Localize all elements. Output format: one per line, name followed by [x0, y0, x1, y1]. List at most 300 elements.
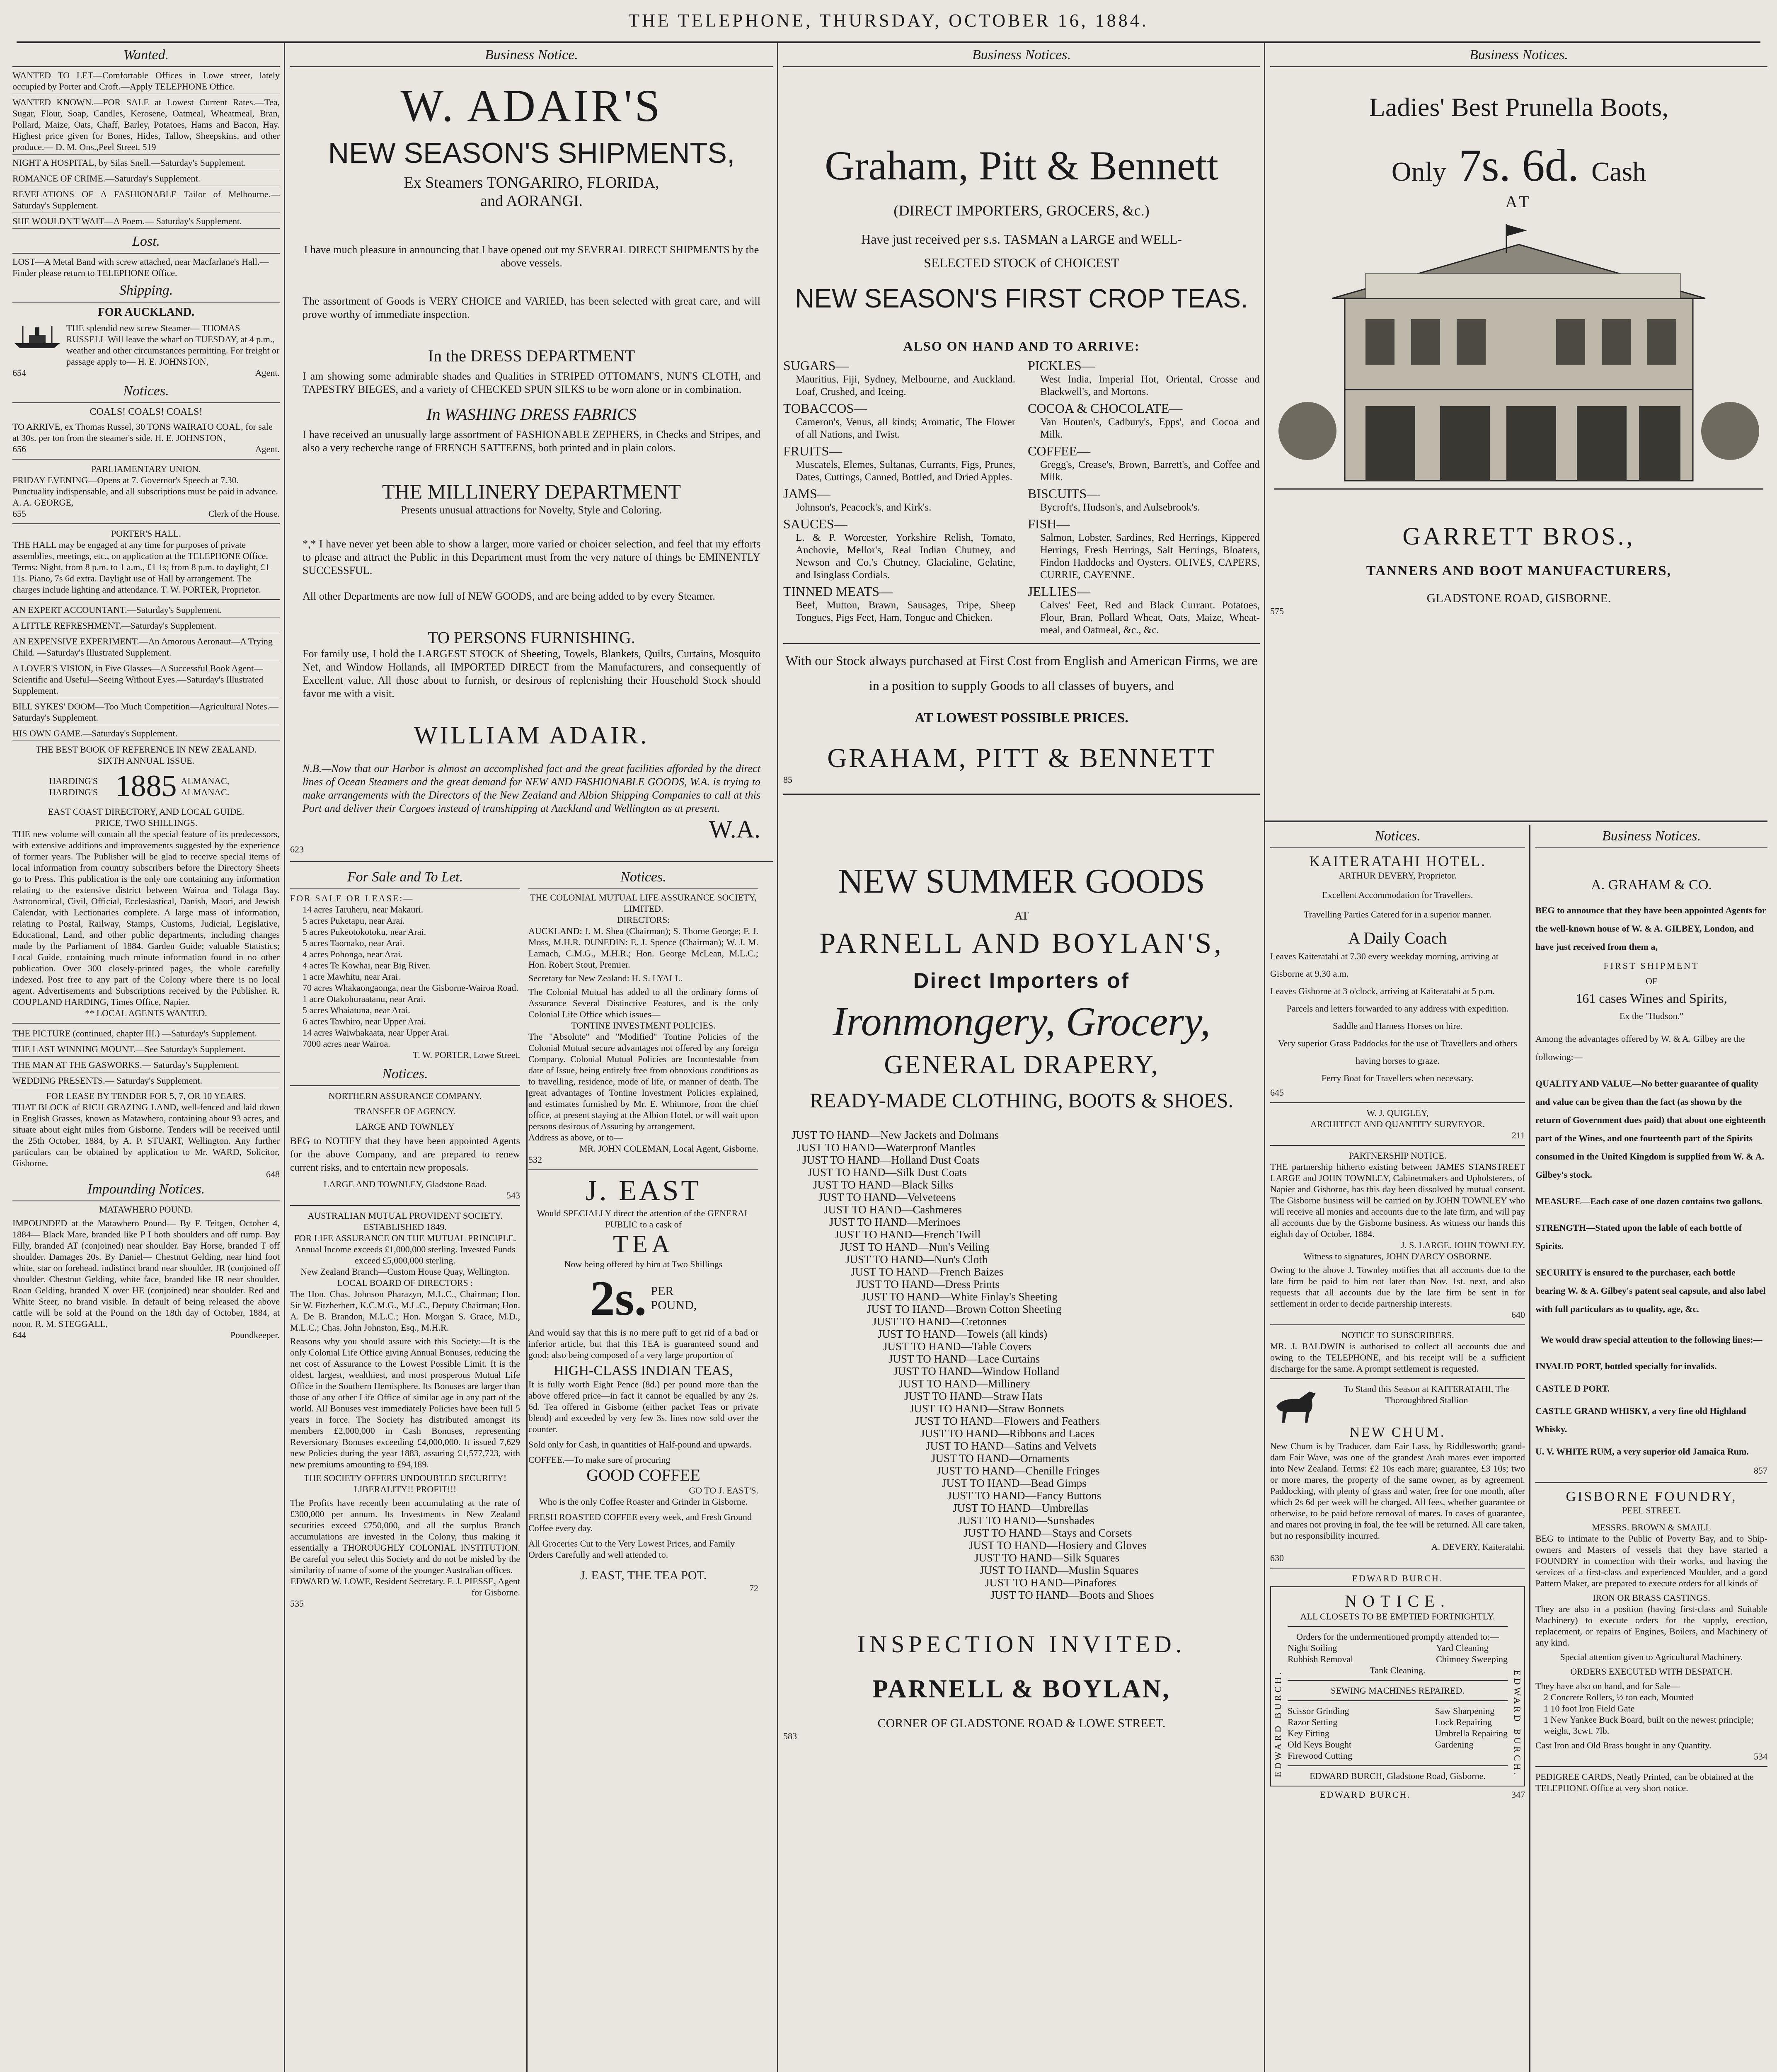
just-to-hand-item: JUST TO HAND—French Twill — [835, 1228, 981, 1241]
gpb-signature: GRAHAM, PITT & BENNETT — [827, 743, 1216, 773]
quigley-title: ARCHITECT AND QUANTITY SURVEYOR. — [1310, 1119, 1485, 1129]
sale-intro: FOR SALE OR LEASE:— — [290, 893, 414, 903]
grocery-heading: FRUITS— — [783, 443, 843, 458]
east-body-3: Sold only for Cash, in quantities of Half-pound and upwards. — [528, 1439, 752, 1450]
quigley-name: W. J. QUIGLEY, — [1366, 1108, 1429, 1118]
grocery-heading: FISH— — [1028, 516, 1070, 531]
graham-draw: We would draw special attention to the following lines:— — [1540, 1334, 1762, 1345]
hotel-paddocks: Very superior Grass Paddocks for the use of Travellers and others having horses to graze. — [1278, 1038, 1517, 1066]
pb-direct: Direct Importers of — [913, 969, 1130, 993]
graham-strength: STRENGTH—Stated upon the lable of each bottle of Spirits. — [1535, 1222, 1742, 1251]
section-header-wanted: Wanted. — [12, 46, 280, 67]
pb-ironmongery: Ironmongery, Grocery, — [833, 998, 1210, 1044]
pb-at: AT — [1014, 910, 1029, 922]
burch-service: Saw Sharpening — [1435, 1706, 1495, 1716]
amp-body: Reasons why you should assure with this Society:—It is the only Colonial Life Office giving Annual Bonuses, reducing the net cost of Assurance to the Lowest Possible Limit. It is the oldest, largest, wealthiest, and most prosperous Mutual Life Office in the Southern Hemisphere. Its Bonuses are larger than those of any other Life Office of similar age in any part of the world. All Bonuses vest immediately Policies have been full 5 years in force. The Society has distributed amongst its members £2,000,000 in Cash Bonuses, representing Reversionary Bonuses exceeding £4,000,000. It issued 7,629 new Policies during the year 1883, assuring £1,577,723, with new premiums amounting to £94,189. — [290, 1336, 520, 1469]
graham-security: SECURITY is ensured to the purchaser, each bottle bearing W. & A. Gilbey's patent seal capsule, and also label with full particulars as to quality, age, &c. — [1535, 1267, 1766, 1314]
burch-bottom: EDWARD BURCH. — [1320, 1789, 1411, 1800]
bros-address: GLADSTONE ROAD, GISBORNE. — [1426, 591, 1611, 605]
almanac-body: THE new volume will contain all the special feature of its predecessors, with extensive additions and improvements suggested by the experience of former years. The Publisher will be glad to receive special items of local information from country subscribers before the Directory Sheets go to Press. This publication is the only one containing any information relating to the extensive district between Wairoa and Tolaga Bay. Astronomical, Civil, Official, Ecclesiastical, Danish, Maori, and Jewish Calendar, with Lectionaries complete. A large mass of information, relating to Postal, Railway, Stamps, Customs, Judicial, Legislative, Educational, Land, and other public departments, including changes made by the Parliament of 1884. Garden Guide; valuable Statistics; Local Guide, containing much minute information found in no other publication. Over 300 closely-printed pages, the whole carefully indexed. Post free to any part of the Colony where there is no local agent. Advertisements and Subscriptions received by the Publisher. R. COUPLAND HARDING, Times Office, Napier. — [12, 829, 280, 1007]
graham-line: INVALID PORT, bottled specially for invalids. — [1535, 1361, 1717, 1371]
east-offer: Now being offered by him at Two Shillings — [564, 1259, 723, 1269]
pb-ready: READY-MADE CLOTHING, BOOTS & SHOES. — [809, 1089, 1234, 1112]
ad-number: 543 — [506, 1190, 520, 1201]
cm-signature: MR. JOHN COLEMAN, Local Agent, Gisborne. — [579, 1143, 758, 1154]
hotel-leaves: Leaves Kaiteratahi at 7.30 every weekday morning, arriving at Gisborne at 9.30 a.m. — [1270, 951, 1499, 979]
ad-number: 532 — [528, 1155, 542, 1165]
just-to-hand-item: JUST TO HAND—Straw Bonnets — [910, 1402, 1064, 1415]
graham-ex: Ex the "Hudson." — [1619, 1011, 1684, 1021]
sale-item: 1 acre Otakohuraatanu, near Arai. — [303, 994, 426, 1004]
just-to-hand-item: JUST TO HAND—Cretonnes — [872, 1315, 1007, 1328]
just-to-hand-item: JUST TO HAND—Dress Prints — [856, 1278, 1000, 1290]
section-header-notices: Notices. — [1270, 827, 1525, 848]
just-to-hand-item: JUST TO HAND—Sunshades — [958, 1514, 1094, 1527]
burch-service: Night Soiling — [1288, 1643, 1337, 1653]
shipping-title: FOR AUCKLAND. — [97, 306, 195, 319]
just-to-hand-item: JUST TO HAND—Ornaments — [931, 1452, 1070, 1464]
amp-body-2: The Profits have recently been accumulating at the rate of £300,000 per annum. Its Investments in New Zealand securities exceed £750,000, and all the surplus Branch accumulations are invested in the Colony, thus making it essentially a THOROUGHLY COLONIAL INSTITUTION. Be careful you select this Society and do not be misled by the similarity of name of some of the younger Australian offices. — [290, 1498, 520, 1575]
just-to-hand-item: JUST TO HAND—Silk Squares — [974, 1552, 1120, 1564]
grocery-heading: JAMS— — [783, 486, 830, 501]
ad-number: 85 — [783, 775, 792, 785]
boots-title: Ladies' Best Prunella Boots, — [1369, 92, 1669, 122]
grocery-items: Van Houten's, Cadbury's, Epps', and Cocoa and Milk. — [1040, 416, 1260, 440]
ad-number: 623 — [290, 844, 304, 854]
almanac-year: 1885 — [115, 769, 177, 803]
section-header-lost: Lost. — [12, 232, 280, 254]
pedigree-notice: PEDIGREE CARDS, Neatly Printed, can be obtained at the TELEPHONE Office at very short notice. — [1535, 1772, 1754, 1793]
burch-tank: Tank Cleaning. — [1370, 1665, 1426, 1675]
just-to-hand-item: JUST TO HAND—Merinoes — [829, 1216, 961, 1228]
just-to-hand-item: JUST TO HAND—Straw Hats — [904, 1390, 1043, 1402]
ad-number: 654 — [12, 368, 26, 378]
just-to-hand-item: JUST TO HAND—New Jackets and Dolmans — [792, 1129, 999, 1141]
coals-notice: TO ARRIVE, ex Thomas Russel, 30 TONS WAIRATO COAL, for sale at 30s. per ton from the steamer's side. H. E. JOHNSTON, — [12, 421, 273, 443]
just-to-hand-item: JUST TO HAND—Black Silks — [813, 1179, 954, 1191]
grocery-items: Johnson's, Peacock's, and Kirk's. — [796, 502, 932, 513]
amp-board-header: LOCAL BOARD OF DIRECTORS : — [337, 1278, 473, 1288]
column-adair — [290, 46, 773, 2072]
graham-line: U. V. WHITE RUM, a very superior old Jamaica Rum. — [1535, 1446, 1749, 1457]
lease-body: THAT BLOCK of RICH GRAZING LAND, well-fenced and laid down in English Grasses, known as Matawhero, containing about 93 acres, and situate about eight miles from Gisborne. Tenders will be received until the 25th October, 1884, by A. P. STUART, Wellington. Any further particulars can be obtained by application to Mr. WARD, Solicitor, Gisborne. — [12, 1102, 280, 1168]
almanac-left: HARDING'S HARDING'S — [49, 775, 98, 797]
just-to-hand-item: JUST TO HAND—Window Holland — [893, 1365, 1060, 1377]
east-tea: TEA — [613, 1230, 674, 1258]
pb-inspection: INSPECTION INVITED. — [857, 1631, 1186, 1658]
bros-name: GARRETT BROS., — [1402, 523, 1635, 550]
supplement-notice: THE PICTURE (continued, chapter III.) —Saturday's Supplement. — [12, 1028, 280, 1041]
burch-service: Lock Repairing — [1435, 1717, 1492, 1727]
supplement-notice: AN EXPENSIVE EXPERIMENT.—An Amorous Aeronaut—A Trying Child. —Saturday's Illustrated Supplement. — [12, 636, 280, 660]
grocery-group — [1028, 358, 1260, 398]
grocery-items: Gregg's, Crease's, Brown, Barrett's, and Coffee and Milk. — [1040, 459, 1260, 483]
just-to-hand-item: JUST TO HAND—Nun's Veiling — [840, 1241, 990, 1253]
wanted-ad: WANTED KNOWN.—FOR SALE at Lowest Current Rates.—Tea, Sugar, Flour, Soap, Candles, Kerosene, Oatmeal, Wheatmeal, Bran, Pollard, Maize, Oats, Chaff, Barley, Potatoes, Hams and Bacon, Hay. Highest price given for Bones, Hides, Tallow, Sheepskins, and other produce.— D. M. Ons.,Peel Street. 519 — [12, 97, 280, 155]
east-intro: Would SPECIALLY direct the attention of the GENERAL PUBLIC to a cask of — [537, 1208, 750, 1230]
millinery-body: Presents unusual attractions for Novelty, Style and Coloring. — [401, 504, 662, 516]
hotel-title: KAITERATAHI HOTEL. — [1309, 853, 1486, 869]
hotel-ferry: Ferry Boat for Travellers when necessary. — [1321, 1073, 1474, 1083]
grocery-heading: SUGARS— — [783, 358, 849, 373]
amp-branch: New Zealand Branch—Custom House Quay, Wellington. — [300, 1266, 510, 1277]
foundry-agricultural: Special attention given to Agricultural Machinery. — [1560, 1652, 1743, 1662]
steamer-icon — [12, 322, 62, 351]
amp-undoubted: THE SOCIETY OFFERS UNDOUBTED SECURITY! LIBERALITY!! PROFIT!!! — [303, 1473, 507, 1494]
east-per: PER — [651, 1284, 674, 1298]
grocery-items: West India, Imperial Hot, Oriental, Crosse and Blackwell's, and Mortons. — [1040, 374, 1260, 397]
pb-signature: PARNELL & BOYLAN, — [872, 1675, 1171, 1703]
foundry-sale-item: 2 Concrete Rollers, ½ ton each, Mounted — [1544, 1692, 1694, 1702]
partnership-witness: Witness to signatures, JOHN D'ARCY OSBORNE. — [1303, 1251, 1492, 1261]
wanted-ad: REVELATIONS OF A FASHIONABLE Tailor of Melbourne.—Saturday's Supplement. — [12, 189, 280, 213]
foundry-sale-header: They have also on hand, and for Sale— — [1535, 1681, 1680, 1691]
grocery-group — [1028, 486, 1260, 514]
burch-service: Scissor Grinding — [1288, 1706, 1349, 1716]
just-to-hand-item: JUST TO HAND—Lace Curtains — [888, 1353, 1040, 1365]
adair-initials: W.A. — [709, 816, 760, 843]
ad-number: 644 — [12, 1330, 26, 1340]
pb-drapery: GENERAL DRAPERY, — [884, 1050, 1159, 1079]
adair-signature: WILLIAM ADAIR. — [414, 721, 649, 749]
burch-service: Yard Cleaning — [1436, 1643, 1489, 1653]
lease-title: FOR LEASE BY TENDER FOR 5, 7, OR 10 YEARS. — [46, 1091, 246, 1101]
furnishing-body: For family use, I hold the LARGEST STOCK of Sheeting, Towels, Blankets, Quilts, Curtains, Mosquito Net, and Window Hollands, all IMPORTED DIRECT from the Manufacturers, and consequently of Excellent value. All those about to furnish, or desirous of replenishing their Household Stock should favor me with a visit. — [303, 648, 760, 700]
grocery-group — [783, 584, 1015, 624]
burch-side-left: EDWARD BURCH. — [1273, 1670, 1283, 1777]
amp-subtitle: FOR LIFE ASSURANCE ON THE MUTUAL PRINCIPLE. — [294, 1233, 516, 1243]
grocery-items: Muscatels, Elemes, Sultanas, Currants, Figs, Prunes, Dates, Cuttings, Canned, Bottled, and Dried Apples. — [796, 459, 1015, 483]
hotel-coach: A Daily Coach — [1348, 929, 1447, 947]
dress-header: In the DRESS DEPARTMENT — [428, 346, 635, 365]
cm-secretary: Secretary for New Zealand: H. S. LYALL. — [528, 973, 683, 983]
burch-service: Umbrella Repairing — [1435, 1728, 1508, 1738]
dress-body: I am showing some admirable shades and Qualities in STRIPED OTTOMAN'S, NUN'S CLOTH, and TAPESTRY BIEGES, and a variety of CHECKED SPUN SILKS to be worn alone or in combination. — [303, 370, 760, 395]
union-title: PARLIAMENTARY UNION. — [91, 464, 201, 474]
east-coffee-note: COFFEE.—To make sure of procuring — [528, 1455, 671, 1465]
graham-quality: QUALITY AND VALUE—No better guarantee of quality and value can be given than the fact (as shown by the return of Government dues paid) that about one eighteenth part of the Wines, and one fourteenth part of the Spirits consumed in the United Kingdom is supplied from W. & A. Gilbey's stock. — [1535, 1078, 1766, 1180]
impound-body: IMPOUNDED at the Matawhero Pound— By F. Teitgen, October 4, 1884— Black Mare, branded like P I both shoulders and off rump. Bay Filly, branded AT (conjoined) near shoulder. Bay Horse, branded T off shoulder. Damages 20s. By Daniel— Chestnut Gelding, near hind foot white, star on forehead, indistinct brand near shoulder, JR (conjoined off shoulder. Chestnut Gelding, white face, branded like JR near shoulder. Roan Gelding, branded X over HE (conjoined) near shoulder. Red and White Steer, no brand visible. In default of being released the above cattle will be sold at the Pound on the 18th day of October, 1884, at noon. R. M. STEGGALL, — [12, 1218, 280, 1329]
hotel-saddle: Saddle and Harness Horses on hire. — [1333, 1021, 1462, 1031]
east-coffee: GOOD COFFEE — [586, 1466, 700, 1484]
burch-closets: ALL CLOSETS TO BE EMPTIED FORTNIGHTLY. — [1300, 1611, 1495, 1622]
almanac-issue: SIXTH ANNUAL ISSUE. — [97, 755, 195, 766]
adair-nb: N.B.—Now that our Harbor is almost an accomplished fact and the great facilities afforded by the direct lines of Ocean Steamers and the great demand for NEW AND FASHIONABLE GOODS, W.A. is trying to make arrangements with the Directors of the New Zealand and Albion Shipping Companies to call at this Port and deliver their Cargoes instead of transhipping at Auckland and Wellington as at present. — [303, 762, 760, 814]
section-header-business: Business Notices. — [1270, 46, 1767, 67]
subscribers-title: NOTICE TO SUBSCRIBERS. — [1341, 1330, 1454, 1340]
almanac-title: THE BEST BOOK OF REFERENCE IN NEW ZEALAND. — [35, 744, 257, 755]
supplement-notice: A LOVER'S VISION, in Five Glasses—A Successful Book Agent—Scientific and Useful—Seeing Without Eyes.—Saturday's Illustrated Supplement. — [12, 663, 280, 698]
just-to-hand-item: JUST TO HAND—Silk Dust Coats — [808, 1166, 967, 1179]
section-header-notices: Notices. — [12, 382, 280, 403]
adair-steamers-2: and AORANGI. — [480, 192, 583, 210]
boots-at: AT — [1505, 192, 1532, 211]
grocery-heading: TINNED MEATS— — [783, 584, 893, 599]
sale-item: 4 acres Te Kowhai, near Big River. — [303, 960, 431, 971]
supplement-notice: WEDDING PRESENTS.— Saturday's Supplement. — [12, 1075, 280, 1088]
hotel-parcels: Parcels and letters forwarded to any address with expedition. — [1286, 1003, 1509, 1014]
lost-notice: LOST—A Metal Band with screw attached, near Macfarlane's Hall.—Finder please return to TELEPHONE Office. — [12, 257, 269, 278]
amp-signature: EDWARD W. LOWE, Resident Secretary. F. J. PIESSE, Agent for Gisborne. — [290, 1576, 520, 1598]
boots-price: 7s. 6d. — [1458, 140, 1579, 191]
amp-title: AUSTRALIAN MUTUAL PROVIDENT SOCIETY. — [307, 1210, 503, 1221]
foundry-despatch: ORDERS EXECUTED WITH DESPATCH. — [1570, 1666, 1733, 1677]
east-title: J. EAST — [585, 1175, 702, 1207]
grocery-items: Bycroft's, Hudson's, and Aulsebrook's. — [1040, 502, 1200, 513]
adair-assortment: The assortment of Goods is VERY CHOICE and VARIED, has been selected with great care, and will prove worthy of immediate inspection. — [303, 295, 760, 320]
almanac-sub: EAST COAST DIRECTORY, AND LOCAL GUIDE. — [48, 806, 245, 817]
section-header-notices: Notices. — [528, 868, 758, 889]
burch-service: Razor Setting — [1288, 1717, 1338, 1727]
gpb-intro: Have just received per s.s. TASMAN a LARGE and WELL- — [861, 232, 1182, 247]
east-pound: POUND, — [651, 1298, 697, 1312]
grocery-items: Cameron's, Venus, all kinds; Aromatic, The Flower of all Nations, and Twist. — [796, 416, 1015, 440]
stud-name: NEW CHUM. — [1349, 1425, 1446, 1440]
column-rule — [777, 43, 778, 2072]
east-roaster: Who is the only Coffee Roaster and Grinder in Gisborne. — [539, 1496, 748, 1507]
burch-top: EDWARD BURCH. — [1352, 1573, 1443, 1583]
just-to-hand-item: JUST TO HAND—Muslin Squares — [980, 1564, 1139, 1576]
east-price: 2s. — [590, 1271, 647, 1326]
just-to-hand-item: JUST TO HAND—Satins and Velvets — [926, 1440, 1097, 1452]
grocery-heading: COCOA & CHOCOLATE— — [1028, 401, 1183, 416]
hotel-accommodation: Excellent Accommodation for Travellers. — [1322, 890, 1473, 900]
sale-item: 1 acre Mawhitu, near Arai. — [303, 971, 400, 982]
sale-item: 4 acres Pohonga, near Arai. — [303, 949, 403, 959]
grocery-items: Salmon, Lobster, Sardines, Red Herrings, Kippered Herrings, Fresh Herrings, Salt Herrings, Bloaters, Findon Haddocks and Oysters. OLIVES, CAPERS, CURRIE, CAYENNE. — [1040, 532, 1260, 581]
column-graham — [1535, 827, 1767, 2072]
east-signature: J. EAST, THE TEA POT. — [580, 1569, 707, 1582]
hotel-leaves-2: Leaves Gisborne at 3 o'clock, arriving at Kaiteratahi at 5 p.m. — [1270, 986, 1495, 996]
sale-item: 5 acres Puketapu, near Arai. — [303, 915, 405, 926]
union-notice: FRIDAY EVENING—Opens at 7. Governor's Speech at 7.30. Punctuality indispensable, and all subscriptions must be paid in advance. A. A. GEORGE, — [12, 475, 278, 508]
graham-line: CASTLE GRAND WHISKY, a very fine old Highland Whisky. — [1535, 1406, 1746, 1434]
just-to-hand-item: JUST TO HAND—Stays and Corsets — [964, 1527, 1132, 1539]
northern-subtitle: TRANSFER OF AGENCY. — [354, 1106, 456, 1116]
sale-item: 7000 acres near Wairoa. — [303, 1038, 390, 1049]
just-to-hand-item: JUST TO HAND—Flowers and Feathers — [915, 1415, 1100, 1427]
just-to-hand-item: JUST TO HAND—Pinafores — [985, 1576, 1116, 1589]
supplement-notice: THE LAST WINNING MOUNT.—See Saturday's Supplement. — [12, 1043, 280, 1057]
hotel-proprietor: ARTHUR DEVERY, Proprietor. — [1339, 870, 1457, 881]
east-go: GO TO J. EAST'S. — [689, 1485, 758, 1496]
signature: Agent. — [255, 444, 280, 454]
ad-number: 347 — [1511, 1789, 1525, 1800]
just-to-hand-item: JUST TO HAND—Velveteens — [818, 1191, 956, 1203]
east-fresh: FRESH ROASTED COFFEE every week, and Fresh Ground Coffee every day. — [528, 1512, 752, 1533]
graham-measure: MEASURE—Each case of one dozen contains two gallons. — [1535, 1196, 1762, 1206]
foundry-sale-item: 1 New Yankee Buck Board, built on the newest principle; weight, 3cwt. 7lb. — [1544, 1714, 1754, 1736]
ad-number: 583 — [783, 1731, 797, 1741]
supplement-notice: HIS OWN GAME.—Saturday's Supplement. — [12, 728, 280, 741]
section-header-business: Business Notices. — [783, 46, 1260, 67]
just-to-hand-item: JUST TO HAND—Brown Cotton Sheeting — [867, 1303, 1062, 1315]
foundry-body: BEG to intimate to the Public of Poverty Bay, and to Ship-owners and Masters of vessels that they have started a FOUNDRY in connection with their works, and having the services of a first-class and experienced Moulder, and a good Pattern Maker, are prepared to execute orders for all kinds of — [1535, 1533, 1767, 1588]
section-header-business: Business Notices. — [1535, 827, 1767, 848]
almanac-agents: ** LOCAL AGENTS WANTED. — [85, 1008, 207, 1018]
supplement-notice: AN EXPERT ACCOUNTANT.—Saturday's Supplement. — [12, 604, 280, 617]
supplement-notice: THE MAN AT THE GASWORKS.— Saturday's Supplement. — [12, 1059, 280, 1072]
adair-intro: I have much pleasure in announcing that I have opened out my SEVERAL DIRECT SHIPMENTS by the above vessels. — [304, 244, 759, 269]
northern-title: NORTHERN ASSURANCE COMPANY. — [328, 1091, 482, 1101]
just-to-hand-item: JUST TO HAND—Towels (all kinds) — [878, 1328, 1048, 1340]
column-rule — [1264, 43, 1265, 2072]
gpb-stock: With our Stock always purchased at First Cost from English and American Firms, we are in a position to supply Goods to all classes of buyers, and — [785, 653, 1258, 693]
partnership-signature: J. S. LARGE. JOHN TOWNLEY. — [1401, 1240, 1525, 1250]
grocery-items: Mauritius, Fiji, Sydney, Melbourne, and Auckland. Loaf, Crushed, and Iceing. — [796, 374, 1015, 397]
column-notices — [1270, 827, 1525, 2072]
just-to-hand-item: JUST TO HAND—Boots and Shoes — [990, 1589, 1154, 1601]
burch-sewing: SEWING MACHINES REPAIRED. — [1331, 1685, 1465, 1696]
wanted-ad: WANTED TO LET—Comfortable Offices in Lowe street, lately occupied by Porter and Croft.—Apply TELEPHONE Office. — [12, 70, 280, 94]
just-to-hand-item: JUST TO HAND—White Finlay's Sheeting — [862, 1290, 1058, 1303]
almanac-right: ALMANAC, ALMANAC. — [181, 775, 230, 797]
graham-line: CASTLE D PORT. — [1535, 1383, 1610, 1394]
grocery-group — [1028, 516, 1260, 581]
grocery-group — [1028, 584, 1260, 637]
subscribers-body: MR. J. BALDWIN is authorised to collect all accounts due and owing to the TELEPHONE, and his receipt will be a sufficient discharge for the same. A prompt settlement is requested. — [1270, 1341, 1525, 1374]
grocery-group — [783, 516, 1015, 581]
gpb-title: Graham, Pitt & Bennett — [825, 143, 1218, 189]
just-to-hand-item: JUST TO HAND—Bead Gimps — [942, 1477, 1087, 1489]
wanted-ad: NIGHT A HOSPITAL, by Silas Snell.—Saturday's Supplement. — [12, 157, 280, 170]
graham-of: OF — [1645, 976, 1658, 986]
grocery-group — [783, 358, 1015, 398]
grocery-heading: SAUCES— — [783, 516, 847, 531]
gpb-lowest: AT LOWEST POSSIBLE PRICES. — [915, 710, 1128, 726]
pb-title: NEW SUMMER GOODS — [838, 862, 1205, 900]
ad-number: 535 — [290, 1598, 304, 1609]
foundry-cast: Cast Iron and Old Brass bought in any Quantity. — [1535, 1740, 1712, 1750]
column-classifieds — [12, 46, 280, 2072]
just-to-hand-item: JUST TO HAND—Ribbons and Laces — [920, 1427, 1094, 1440]
graham-title: A. GRAHAM & CO. — [1591, 877, 1712, 893]
bros-subtitle: TANNERS AND BOOT MANUFACTURERS, — [1366, 563, 1672, 579]
graham-advantages: Among the advantages offered by W. & A. Gilbey are the following:— — [1535, 1034, 1745, 1062]
wash-body: I have received an unusually large assortment of FASHIONABLE ZEPHERS, in Checks and Stripes, and also a very recherche range of FRENCH SATTEENS, both printed and in plain colors. — [303, 428, 760, 454]
foundry-names: MESSRS. BROWN & SMAILL — [1592, 1522, 1711, 1532]
amp-board: The Hon. Chas. Johnson Pharazyn, M.L.C., Chairman; Hon. Sir W. Fitzherbert, K.C.M.G., M.L.C., Deputy Chairman; Hon. A. De B. Brandon, M.L.C.; Hon. Morgan S. Grace, M.D., M.L.C.; Chas. John Johnston, Esq., M.H.R. — [290, 1289, 520, 1333]
ad-number: 575 — [1270, 606, 1284, 616]
sale-item: 14 acres Taruheru, near Makauri. — [303, 904, 424, 915]
shipping-notice: THE splendid new screw Steamer— THOMAS RUSSELL Will leave the wharf on TUESDAY, at 4 p.m., weather and other circumstances permitting. For freight or passage apply to— H. E. JOHNSTON, — [66, 323, 280, 367]
boots-cash: Cash — [1591, 157, 1646, 187]
graham-cases: 161 cases Wines and Spirits, — [1576, 991, 1727, 1006]
signature: Poundkeeper. — [230, 1330, 280, 1340]
burch-service: Rubbish Removal — [1288, 1654, 1353, 1664]
grocery-items: Beef, Mutton, Brawn, Sausages, Tripe, Sheep Tongues, Pigs Feet, Ham, Tongue and Chicken. — [796, 600, 1015, 623]
section-header-shipping: Shipping. — [12, 281, 280, 303]
wash-header: In WASHING DRESS FABRICS — [426, 405, 637, 424]
grocery-heading: PICKLES— — [1028, 358, 1095, 373]
foundry-street: PEEL STREET. — [1622, 1505, 1681, 1515]
sale-item: 14 acres Waiwhakaata, near Upper Arai. — [303, 1027, 449, 1038]
grocery-heading: BISCUITS— — [1028, 486, 1100, 501]
grocery-group — [1028, 443, 1260, 484]
east-highclass: HIGH-CLASS INDIAN TEAS, — [554, 1363, 733, 1378]
grocery-group — [783, 401, 1015, 441]
pb-name: PARNELL AND BOYLAN'S, — [819, 927, 1224, 959]
horse-icon — [1270, 1383, 1324, 1425]
cm-body-2: The "Absolute" and "Modified" Tontine Policies of the Colonial Mutual secure advantages not offered by any foreign Company. Colonial Mutual Policies are Incontestable from date of Issue, being entirely free from obnoxious conditions as to travelling, residence, mode of life, or manner of death. The great advantages of Tontine Investment Policies explained, and estimates furnished by Mr. E. Whitmore, from the chief office, at present staying at the Albion Hotel, or will wait upon persons desirous of Assuring by arrangement. — [528, 1031, 758, 1131]
sale-signature: T. W. PORTER, Lowe Street. — [413, 1050, 520, 1060]
partnership-body-2: Owing to the above J. Townley notifies that all accounts due to the late firm be paid to him not later than Nov. 1st. next, and also requests that all accounts due by the late firm be sent in for settlement in order to decide partnership interests. — [1270, 1265, 1525, 1309]
building-illustration — [1274, 215, 1763, 514]
just-to-hand-item: JUST TO HAND—Umbrellas — [953, 1502, 1089, 1514]
ad-number: 640 — [1511, 1310, 1525, 1320]
foundry-castings: IRON OR BRASS CASTINGS. — [1593, 1593, 1710, 1603]
ad-number: 857 — [1754, 1465, 1767, 1476]
gpb-intro-2: SELECTED STOCK of CHOICEST — [924, 255, 1119, 270]
ad-number: 630 — [1270, 1553, 1284, 1563]
burch-orders: Orders for the undermentioned promptly attended to:— — [1296, 1631, 1499, 1642]
coals-title: COALS! COALS! COALS! — [90, 407, 203, 417]
column-rule — [284, 43, 285, 2072]
burch-service: Gardening — [1435, 1739, 1474, 1750]
stud-signature: A. DEVERY, Kaiteratahi. — [1431, 1542, 1525, 1552]
ad-number: 534 — [1754, 1751, 1767, 1762]
gpb-subtitle: (DIRECT IMPORTERS, GROCERS, &c.) — [893, 202, 1150, 219]
ad-number: 211 — [1511, 1130, 1525, 1140]
grocery-group — [783, 443, 1015, 484]
signature: Clerk of the House. — [208, 508, 280, 519]
east-body-2: It is fully worth Eight Pence (8d.) per pound more than the above offered price—in fact it cannot be equalled by any 2s. 6d. Tea offered in Gisborne (either packet Teas or private blend) and exceeded by very few 3s. lines now sold over the counter. — [528, 1379, 758, 1434]
subcolumn-sale — [290, 868, 520, 1609]
column-rule — [1529, 825, 1530, 2072]
just-to-hand-item: JUST TO HAND—Fancy Buttons — [947, 1489, 1102, 1502]
sale-item: 5 acres Whaiatuna, near Arai. — [303, 1005, 410, 1015]
amp-income: Annual Income exceeds £1,000,000 sterling. Invested Funds exceed £5,000,000 sterling. — [295, 1244, 516, 1266]
adair-all: All other Departments are now full of NEW GOODS, and are being added to by every Steamer. — [303, 590, 715, 602]
east-body: And would say that this is no mere puff to get rid of a bad or inferior article, but that this TEA is guaranteed sound and good; also being composed of a very large proportion of — [528, 1327, 758, 1360]
stud-body: New Chum is by Traducer, dam Fair Lass, by Riddlesworth; grand-dam Fair Wave, was one of the grandest Arab mares ever imported into New Zealand. Terms: £2 10s each mare; guarantee, £3 10s; two or more mares, the property of the same owner, as by agreement. Paddocking, with plenty of grass and water, free for one month, after which 2s 6d per week will be charged. All fees, whether guarantee or otherwise, to be paid before removal of mares. In cases of guarantee, and mares not proving in foal, the fee will be returned. All care taken, but no responsibility incurred. — [1270, 1441, 1525, 1541]
stud-intro: To Stand this Season at KAITERATAHI, The Thoroughbred Stallion — [1344, 1384, 1510, 1405]
subcolumn-notices — [528, 868, 758, 1609]
burch-side-right: EDWARD BURCH. — [1512, 1670, 1523, 1777]
column-grocers — [783, 46, 1260, 2072]
just-to-hand-item: JUST TO HAND—Millinery — [899, 1377, 1030, 1390]
adair-never: *,* I have never yet been able to show a larger, more varied or choicer selection, and feel that my efforts to please and attract the Public in this Department must from the very nature of things be EMINENTLY SUCCESSFUL. — [303, 538, 760, 576]
porter-title: PORTER'S HALL. — [111, 528, 181, 539]
grocery-group — [1028, 401, 1260, 441]
sale-item: 5 acres Taomako, near Arai. — [303, 938, 405, 948]
millinery-header: THE MILLINERY DEPARTMENT — [382, 480, 681, 503]
partnership-body: THE partnership hitherto existing between JAMES STANSTREET LARGE and JOHN TOWNLEY, Cabinetmakers and Upholsterers, of Napier and Gisborne, has this day been dissolved by mutual consent. The Gisborne business will be carried on by JOHN TOWNLEY who will receive all monies and accounts due to the late firm, and will pay all accounts due by the Gisborne business. As witness our hands this eighth day of October, 1884. — [1270, 1162, 1525, 1239]
northern-names: LARGE AND TOWNLEY — [356, 1121, 455, 1132]
burch-service: Key Fitting — [1288, 1728, 1329, 1738]
just-to-hand-item: JUST TO HAND—Hosiery and Gloves — [969, 1539, 1147, 1552]
cm-title: THE COLONIAL MUTUAL LIFE ASSURANCE SOCIETY, LIMITED. — [530, 892, 757, 914]
just-to-hand-item: JUST TO HAND—Cashmeres — [824, 1203, 962, 1216]
graham-first: FIRST SHIPMENT — [1603, 961, 1700, 971]
graham-intro: BEG to announce that they have been appointed Agents for the well-known house of W. & A. GILBEY, London, and have just received from them a, — [1535, 905, 1766, 952]
ad-number: 645 — [1270, 1087, 1284, 1098]
supplement-notice: A LITTLE REFRESHMENT.—Saturday's Supplement. — [12, 620, 280, 633]
amp-established: ESTABLISHED 1849. — [363, 1222, 447, 1232]
adair-title: W. ADAIR'S — [400, 80, 663, 131]
grocery-items: Calves' Feet, Red and Black Currant. Potatoes, Flour, Bran, Pollard Wheat, Oats, Maize, Wheat-meal, and Oatmeal, &c., &c. — [1040, 600, 1260, 636]
furnishing-header: TO PERSONS FURNISHING. — [428, 628, 635, 647]
gpb-teas: NEW SEASON'S FIRST CROP TEAS. — [795, 283, 1248, 313]
grocery-heading: JELLIES— — [1028, 584, 1091, 599]
wanted-ad: SHE WOULDN'T WAIT—A Poem.— Saturday's Supplement. — [12, 215, 280, 229]
foundry-body-2: They are also in a position (having first-class and Suitable Machinery) to execute orders for the supply, erection, replacement, or repairs of Engines, Boilers, and Machinery of any kind. — [1535, 1604, 1767, 1648]
northern-body: BEG to NOTIFY that they have been appointed Agents for the above Company, and are prepared to renew current risks, and to entertain new proposals. — [290, 1136, 520, 1173]
foundry-sale-item: 1 10 foot Iron Field Gate — [1544, 1703, 1635, 1714]
boots-only: Only — [1391, 157, 1446, 187]
wanted-ad: ROMANCE OF CRIME.—Saturday's Supplement. — [12, 173, 280, 186]
just-to-hand-item: JUST TO HAND—Waterproof Mantles — [797, 1141, 976, 1154]
